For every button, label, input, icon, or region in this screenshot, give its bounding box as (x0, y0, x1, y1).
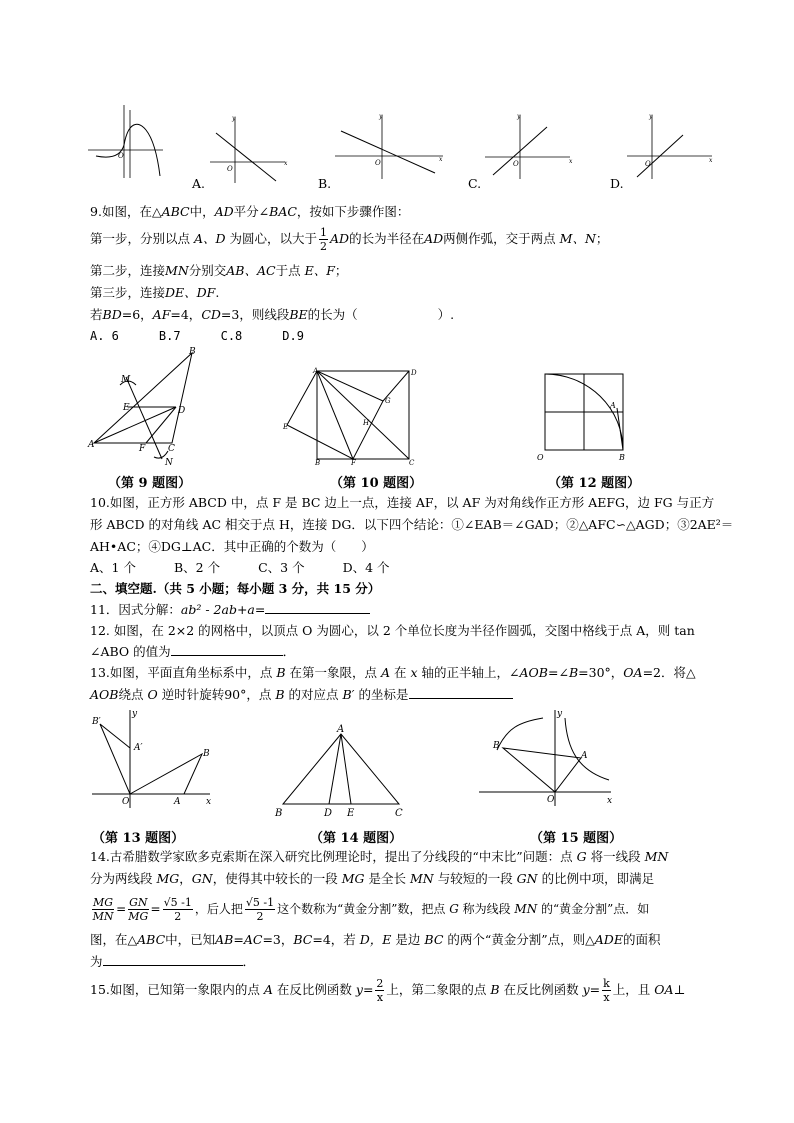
q13-line2: AOB绕点 O 逆时针旋转90°，点 B 的对应点 B′ 的坐标是 (90, 686, 513, 704)
q14-line5: 为 ． (90, 954, 256, 969)
svg-text:O: O (118, 152, 124, 160)
q9-choice-d[interactable]: D.9 (282, 329, 304, 343)
q9-step2: 第二步，连接MN分别交AB、AC于点 E、F； (90, 263, 348, 278)
q14-answer-blank[interactable] (103, 953, 243, 966)
q12-line1: 12. 如图，在 2×2 的网格中，以顶点 O 为圆心，以 2 个单位长度为半径作圆弧，交图中格线于点 A，则 tan (90, 623, 695, 638)
q13-answer-blank[interactable] (409, 686, 513, 699)
q10-choice-c[interactable]: C、3 个 (258, 560, 305, 575)
q10-line1: 10.如图，正方形 ABCD 中，点 F 是 BC 边上一点，连接 AF，以 AF 为对角线作正方形 AEFG，边 FG 与正方 (90, 495, 715, 510)
svg-text:O: O (537, 453, 544, 462)
figure-10 (283, 367, 423, 467)
svg-text:E: E (123, 403, 130, 413)
q9-step3: 第三步，连接DE、DF. (90, 285, 220, 300)
svg-text:A: A (313, 367, 319, 375)
q14-line2: 分为两线段 MG，GN，使得其中较长的一段 MG 是全长 MN 与较短的一段 GN 的比例中项，即满足 (90, 871, 655, 886)
svg-text:y: y (132, 709, 138, 719)
q11: 11．因式分解：ab² - 2ab+a= (90, 601, 370, 619)
q9-choices (90, 327, 304, 345)
svg-text:D: D (324, 808, 333, 819)
svg-text:B: B (493, 741, 500, 751)
caption-fig12: （第 12 题图） (548, 476, 641, 491)
q8-given-graph (88, 100, 168, 180)
caption-fig14: （第 14 题图） (310, 831, 403, 846)
q10-choices (90, 559, 390, 577)
caption-fig13: （第 13 题图） (92, 831, 185, 846)
svg-text:O: O (513, 160, 519, 168)
caption-fig10: （第 10 题图） (330, 476, 423, 491)
q13-line1: 13.如图，平面直角坐标系中，点 B 在第一象限，点 A 在 x 轴的正半轴上，∠AOB=∠B=30°，OA=2．将△ (90, 665, 696, 680)
q9-step1: 第一步，分别以点 A、D 为圆心，以大于 $\frac{1}{2}$ AD的长为半径在AD两侧作弧，交于两点 M、N； (90, 226, 609, 253)
svg-text:C: C (395, 808, 403, 819)
svg-text:M: M (121, 375, 131, 385)
figure-9 (88, 347, 218, 467)
svg-text:O: O (645, 160, 651, 168)
q10-line2: 形 ABCD 的对角线 AC 相交于点 H，连接 DG．以下四个结论：①∠EAB＝∠GAD；②△AFC∽△AGD；③2AE²＝ (90, 517, 734, 532)
q14-line1: 14.古希腊数学家欧多克索斯在深入研究比例理论时，提出了分线段的“中末比”问题：点 G 将一线段 MN (90, 849, 669, 864)
q8-option-c-graph (485, 113, 575, 183)
svg-text:F: F (351, 459, 356, 467)
svg-text:C: C (409, 459, 415, 467)
svg-text:E: E (283, 423, 289, 431)
q9-choice-c[interactable]: C.8 (220, 329, 243, 343)
svg-text:B: B (189, 347, 196, 357)
figure-13 (90, 708, 220, 813)
svg-text:x: x (709, 157, 713, 164)
svg-text:B′: B′ (92, 717, 101, 727)
svg-text:N: N (165, 458, 173, 468)
q14-line4: 图，在△ABC中，已知AB=AC=3，BC=4，若 D，E 是边 BC 的两个“黄金分割”点，则△ADE的面积 (90, 932, 661, 947)
svg-text:x: x (607, 796, 613, 806)
q12-answer-blank[interactable] (171, 643, 283, 656)
q8-option-d-graph (627, 113, 717, 183)
q9-condition: 若BD=6，AF=4，CD=3，则线段BE的长为（ ）. (90, 307, 455, 322)
svg-text:B: B (203, 749, 210, 759)
svg-text:x: x (206, 797, 212, 807)
figure-15 (477, 708, 617, 808)
svg-text:x: x (569, 158, 573, 165)
q8-option-b-graph (335, 113, 445, 183)
svg-text:A′: A′ (134, 743, 143, 753)
q8-option-a[interactable]: A. (192, 176, 206, 191)
svg-text:H: H (363, 419, 370, 427)
svg-text:G: G (385, 397, 391, 405)
q11-answer-blank[interactable] (265, 601, 370, 614)
q9-choice-b[interactable]: B.7 (158, 329, 181, 343)
svg-text:A: A (174, 797, 181, 807)
q9-stem: 9.如图，在△ABC中，AD平分∠BAC，按如下步骤作图： (90, 204, 410, 219)
svg-text:x: x (284, 160, 288, 167)
svg-text:x: x (439, 156, 443, 163)
svg-text:O: O (122, 797, 130, 807)
svg-text:y: y (557, 709, 563, 719)
q8-option-b[interactable]: B. (318, 176, 332, 191)
svg-text:A: A (581, 751, 588, 761)
svg-text:B: B (619, 453, 625, 462)
figure-14 (271, 724, 411, 819)
q8-option-d[interactable]: D. (610, 176, 624, 191)
svg-text:A: A (88, 440, 95, 450)
svg-text:O: O (227, 165, 233, 173)
svg-text:E: E (347, 808, 355, 819)
svg-text:A: A (337, 724, 345, 735)
svg-text:D: D (411, 369, 417, 377)
svg-text:B: B (275, 808, 283, 819)
svg-text:F: F (139, 444, 146, 454)
svg-text:y: y (232, 115, 236, 122)
section-fill-in-heading: 二、填空题.（共 5 小题；每小题 3 分，共 15 分） (90, 581, 381, 596)
svg-text:C: C (168, 444, 175, 454)
q10-choice-d[interactable]: D、4 个 (342, 560, 390, 575)
q8-option-a-graph (210, 115, 290, 185)
svg-text:A: A (610, 401, 616, 410)
figure-12 (535, 368, 635, 463)
svg-text:O: O (547, 795, 555, 805)
svg-text:y: y (517, 113, 521, 120)
caption-fig15: （第 15 题图） (530, 831, 623, 846)
q15-line1: 15.如图，已知第一象限内的点 A 在反比例函数 y= $\frac{2}{x}$ 上，第二象限的点 B 在反比例函数 y= $\frac{k}{x}$ 上，且 OA⊥ (90, 977, 686, 1004)
q9-choice-a[interactable]: A. 6 (90, 329, 119, 343)
q10-line3: AH•AC；④DG⊥AC．其中正确的个数为（ ） (90, 539, 374, 554)
q12-line2: ∠ABO 的值为 ． (90, 644, 296, 659)
q10-choice-a[interactable]: A、1 个 (90, 560, 136, 575)
q14-line3: $\frac{MG}{MN}$ = $\frac{GN}{MG}$ = $\frac{√5 -1}{2}$ ，后人把 $\frac{√5 -1}{2}$ 这个数称为“黄金分割”数，把点 G 称为线段 MN 的“黄金分割”点．如 (92, 896, 650, 923)
q10-choice-b[interactable]: B、2 个 (173, 560, 221, 575)
svg-text:B: B (315, 459, 321, 467)
svg-text:O: O (375, 159, 381, 167)
svg-text:y: y (379, 113, 383, 120)
svg-text:y: y (649, 113, 653, 120)
q8-option-c[interactable]: C. (468, 176, 482, 191)
caption-fig9: （第 9 题图） (108, 476, 192, 491)
svg-text:D: D (178, 406, 186, 416)
